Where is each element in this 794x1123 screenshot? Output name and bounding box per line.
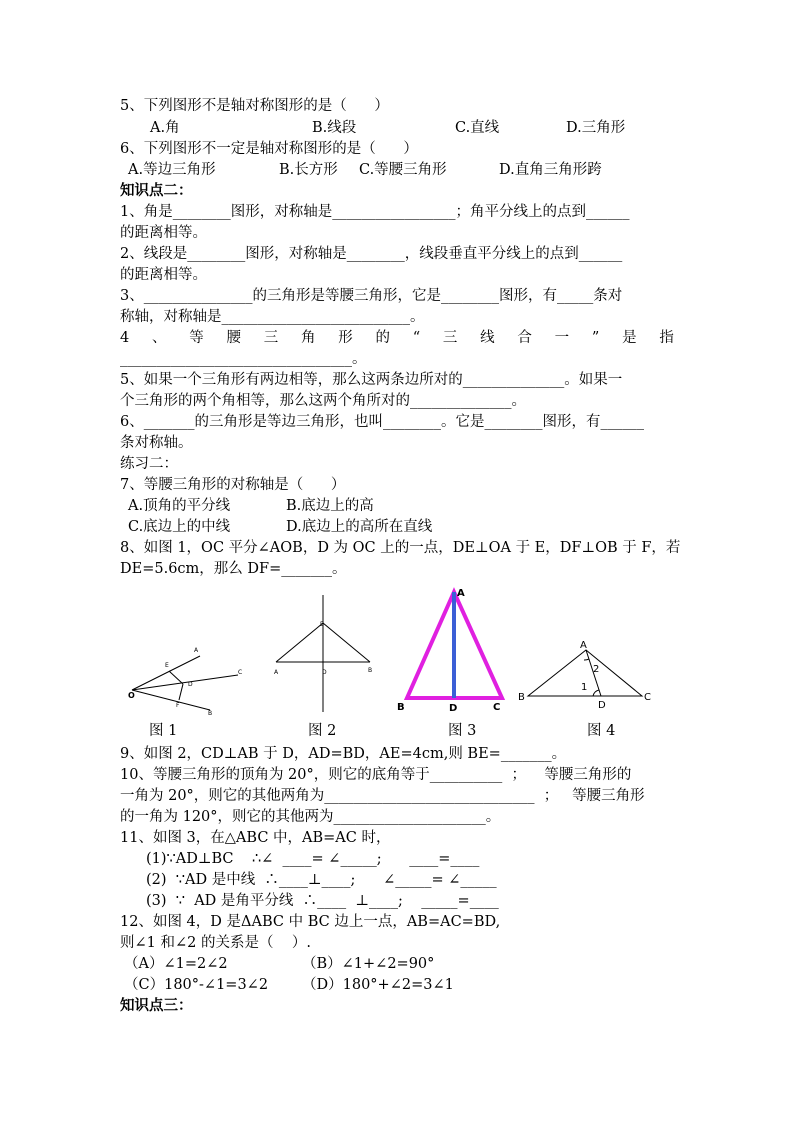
fig1-label-f: F [176, 702, 180, 709]
k4-char: 指 [659, 330, 674, 346]
k4-char: 线 [480, 330, 495, 346]
q6-stem: 6、下列图形不一定是轴对称图形的是（ ） [120, 141, 418, 157]
q5-option-d: D.三角形 [566, 120, 626, 136]
fig1-label-o: O [128, 691, 135, 700]
q12-option-b: （B）∠1+∠2=90° [302, 956, 435, 972]
practice-2-title: 练习二： [120, 456, 178, 472]
k6-line-1: 6、_______的三角形是等边三角形，也叫________。它是________图形，有______ [120, 414, 644, 430]
k4-char: “ [412, 330, 421, 346]
fig1-label-c: C [238, 669, 243, 676]
k4-char: ” [591, 330, 600, 346]
q6-option-d: D.直角三角形跨 [499, 162, 602, 178]
q10-line-2: 一角为 20°，则它的其他两角为_____________________________ ； 等腰三角形 [120, 788, 645, 804]
q12-option-d: （D）180°+∠2=3∠1 [302, 977, 454, 993]
q5-option-a: A.角 [150, 120, 180, 136]
fig4-angle-2-arc [584, 659, 589, 660]
fig1-segment-de [169, 671, 183, 684]
section-2-title: 知识点二： [120, 182, 193, 199]
q11-line-3: (3) ∵ AD 是角平分线 ∴____ ⊥____; _____=____ [146, 893, 499, 909]
k4-char: 、 [151, 330, 167, 346]
q9: 9、如图 2，CD⊥AB 于 D，AD=BD，AE=4cm,则 BE=_______。 [120, 746, 567, 762]
fig4-label-b: B [518, 692, 525, 703]
k6-line-2: 条对称轴。 [120, 435, 193, 451]
fig4-label-2: 2 [593, 664, 600, 675]
figure-2-caption: 图 2 [308, 723, 337, 739]
q7-option-b: B.底边上的高 [286, 498, 374, 514]
k2-line-2: 的距离相等。 [120, 267, 207, 283]
k4-char: 腰 [226, 330, 241, 346]
k4-line-1 [120, 329, 674, 347]
k4-char: 三 [442, 330, 458, 346]
q12-option-c: （C）180°-∠1=3∠2 [124, 977, 269, 993]
figure-3-caption: 图 3 [448, 723, 477, 739]
q5-stem: 5、下列图形不是轴对称图形的是（ ） [120, 98, 389, 114]
fig2-label-d: D [322, 669, 327, 676]
figure-3 [393, 584, 513, 716]
q12-stem-line-1: 12、如图 4，D 是ΔABC 中 BC 边上一点，AB=AC=BD, [120, 914, 501, 930]
k4-char: 的 [375, 330, 390, 346]
fig1-label-b: B [208, 710, 213, 717]
fig3-label-a: A [457, 588, 465, 599]
q12-option-a: （A）∠1=2∠2 [124, 956, 228, 972]
k4-char: 角 [300, 330, 316, 346]
q11-line-1: (1)∵AD⊥BC ∴∠ ____= ∠_____; ____=____ [146, 851, 480, 867]
fig2-segment-be [323, 623, 370, 662]
q10-line-1: 10、等腰三角形的顶角为 20°，则它的底角等于__________ ； 等腰三角形的 [120, 767, 632, 783]
q10-line-3: 的一角为 120°，则它的其他两为_____________________。 [120, 809, 501, 825]
section-3-title: 知识点三： [120, 997, 193, 1014]
k4-char: 合 [517, 330, 532, 346]
q11-line-2: (2) ∵AD 是中线 ∴____⊥____; ∠_____= ∠_____ [146, 872, 497, 888]
q5-option-c: C.直线 [455, 120, 500, 136]
figure-1-caption: 图 1 [149, 723, 178, 739]
q8-line-1: 8、如图 1，OC 平分∠AOB，D 为 OC 上的一点，DE⊥OA 于 E，DF⊥OB 于 F，若 [120, 540, 681, 556]
fig2-label-a: A [274, 669, 279, 676]
k4-line-2: ________________________________。 [120, 351, 367, 367]
k4-char: 是 [622, 330, 637, 346]
k4-char: 一 [554, 330, 570, 346]
k5-line-1: 5、如果一个三角形有两边相等，那么这两条边所对的______________。如果一 [120, 372, 623, 388]
fig3-label-b: B [397, 702, 405, 713]
fig1-label-a: A [194, 647, 199, 654]
k4-char: 等 [189, 330, 204, 346]
fig4-label-c: C [644, 692, 651, 703]
k3-line-1: 3、_______________的三角形是等腰三角形，它是________图形，有_____条对 [120, 288, 623, 304]
fig3-label-d: D [449, 703, 458, 714]
q7-stem: 7、等腰三角形的对称轴是（ ） [120, 477, 346, 493]
fig2-label-b: B [368, 667, 373, 674]
q7-option-c: C.底边上的中线 [128, 519, 231, 535]
fig1-segment-df [179, 684, 183, 700]
k1-line-2: 的距离相等。 [120, 225, 207, 241]
fig4-angle-1-arc [593, 690, 599, 696]
k2-line-1: 2、线段是________图形，对称轴是________，线段垂直平分线上的点到______ [120, 246, 623, 262]
q11-stem: 11、如图 3，在△ABC 中，AB=AC 时， [120, 830, 391, 846]
figure-4-caption: 图 4 [587, 723, 616, 739]
fig4-label-a: A [580, 640, 587, 651]
fig1-label-e: E [165, 662, 169, 669]
q6-option-a: A.等边三角形 [128, 162, 216, 178]
k4-char: 形 [338, 330, 353, 346]
fig1-label-d: D [188, 681, 193, 688]
k4-char: 三 [263, 330, 279, 346]
fig4-label-d: D [598, 700, 606, 711]
q7-option-d: D.底边上的高所在直线 [286, 519, 433, 535]
k3-line-2: 称轴，对称轴是__________________________。 [120, 309, 425, 325]
fig1-ray-ob [132, 690, 210, 710]
figure-2 [268, 590, 383, 720]
figure-4 [514, 638, 664, 718]
q6-option-b: B.长方形 [279, 162, 338, 178]
figure-1 [122, 640, 252, 720]
q12-stem-line-2: 则∠1 和∠2 的关系是（ ）. [120, 935, 312, 951]
fig2-label-e: E [320, 621, 324, 628]
k4-char: 4 [120, 330, 130, 346]
k1-line-1: 1、角是________图形，对称轴是_________________；角平分线上的点到______ [120, 204, 630, 220]
q5-option-b: B.线段 [312, 120, 357, 136]
q7-option-a: A.顶角的平分线 [128, 498, 231, 514]
q8-line-2: DE=5.6cm，那么 DF=_______。 [120, 561, 347, 577]
fig3-label-c: C [493, 702, 501, 713]
fig4-label-1: 1 [581, 682, 588, 693]
k5-line-2: 个三角形的两个角相等，那么这两个角所对的______________。 [120, 393, 526, 409]
q6-option-c: C.等腰三角形 [359, 162, 447, 178]
fig2-segment-ae [276, 623, 323, 662]
